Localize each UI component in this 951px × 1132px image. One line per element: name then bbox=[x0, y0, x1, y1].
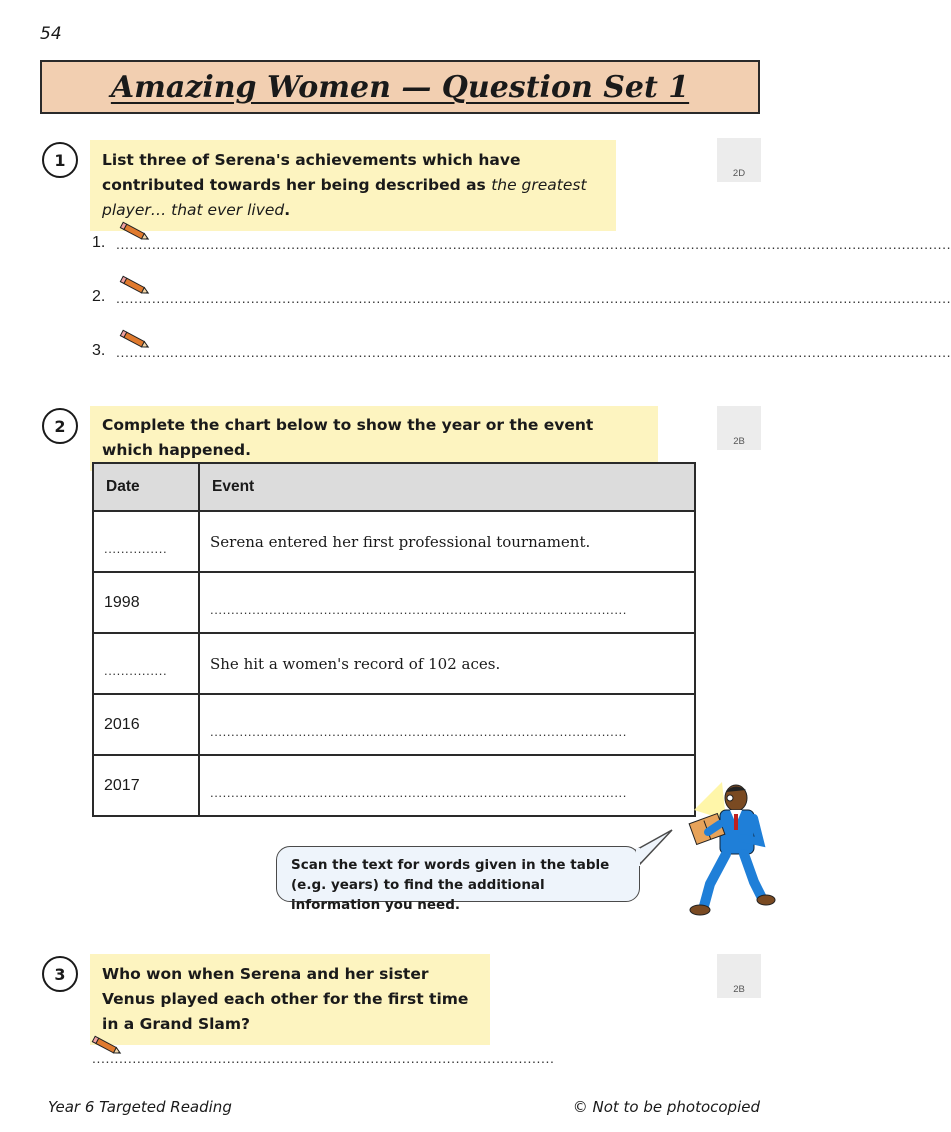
question-1-text-italic: the greatest player… that ever lived bbox=[102, 176, 587, 219]
answer-line-q3[interactable] bbox=[92, 1050, 555, 1066]
column-header-event: Event bbox=[199, 463, 695, 511]
page-number: 54 bbox=[40, 24, 62, 44]
event-cell-blank[interactable]: ................................................................................................... bbox=[199, 755, 695, 816]
mark-box-q3: 2B bbox=[717, 954, 761, 998]
table-row bbox=[93, 755, 695, 816]
answer-dots-1: .......................................................................................................................................................................................... bbox=[116, 236, 951, 252]
footer-title: Year 6 Targeted Reading bbox=[48, 1098, 232, 1116]
answer-dots-2: .......................................................................................................................................................................................... bbox=[116, 290, 951, 306]
answer-number-1: 1. bbox=[92, 234, 106, 251]
table-row bbox=[93, 511, 695, 572]
table-row bbox=[93, 572, 695, 633]
question-1-text-end: . bbox=[284, 201, 291, 219]
page-title: Amazing Women — Question Set 1 bbox=[110, 69, 690, 105]
event-cell-blank[interactable]: ................................................................................................... bbox=[199, 572, 695, 633]
title-banner bbox=[40, 60, 760, 114]
date-cell: 2017 bbox=[93, 755, 199, 816]
date-cell: 1998 bbox=[93, 572, 199, 633]
answer-line-1[interactable] bbox=[92, 234, 951, 252]
answer-number-2: 2. bbox=[92, 288, 106, 305]
question-2-number: 2 bbox=[42, 408, 78, 444]
event-cell-blank[interactable]: ................................................................................................... bbox=[199, 694, 695, 755]
question-2-text: Complete the chart below to show the year or the event which happened. bbox=[90, 406, 658, 471]
mark-box-q2: 2B bbox=[717, 406, 761, 450]
tip-bubble: Scan the text for words given in the table (e.g. years) to find the additional information you need. bbox=[276, 846, 640, 902]
answer-number-3: 3. bbox=[92, 342, 106, 359]
date-cell-blank[interactable]: ............... bbox=[93, 511, 199, 572]
table-row bbox=[93, 633, 695, 694]
question-3-text: Who won when Serena and her sister Venus played each other for the first time in a Grand Slam? bbox=[90, 954, 490, 1045]
table-row bbox=[93, 694, 695, 755]
event-cell: Serena entered her first professional tournament. bbox=[199, 511, 695, 572]
question-1-text-main: List three of Serena's achievements which have contributed towards her being described as bbox=[102, 151, 521, 194]
event-chart-table bbox=[92, 462, 696, 817]
date-cell-blank[interactable]: ............... bbox=[93, 633, 199, 694]
answer-line-2[interactable] bbox=[92, 288, 951, 306]
table-header-row bbox=[93, 463, 695, 511]
answer-dots-q3: ....................................................................................................... bbox=[92, 1050, 555, 1066]
answer-dots-3: .......................................................................................................................................................................................... bbox=[116, 344, 951, 360]
reading-man-icon bbox=[664, 772, 774, 920]
question-1-text bbox=[90, 140, 616, 231]
answer-line-3[interactable] bbox=[92, 342, 951, 360]
question-1-number: 1 bbox=[42, 142, 78, 178]
question-3-number: 3 bbox=[42, 956, 78, 992]
mark-box-q1: 2D bbox=[717, 138, 761, 182]
column-header-date: Date bbox=[93, 463, 199, 511]
event-cell: She hit a women's record of 102 aces. bbox=[199, 633, 695, 694]
footer-copyright: © Not to be photocopied bbox=[572, 1098, 760, 1116]
date-cell: 2016 bbox=[93, 694, 199, 755]
